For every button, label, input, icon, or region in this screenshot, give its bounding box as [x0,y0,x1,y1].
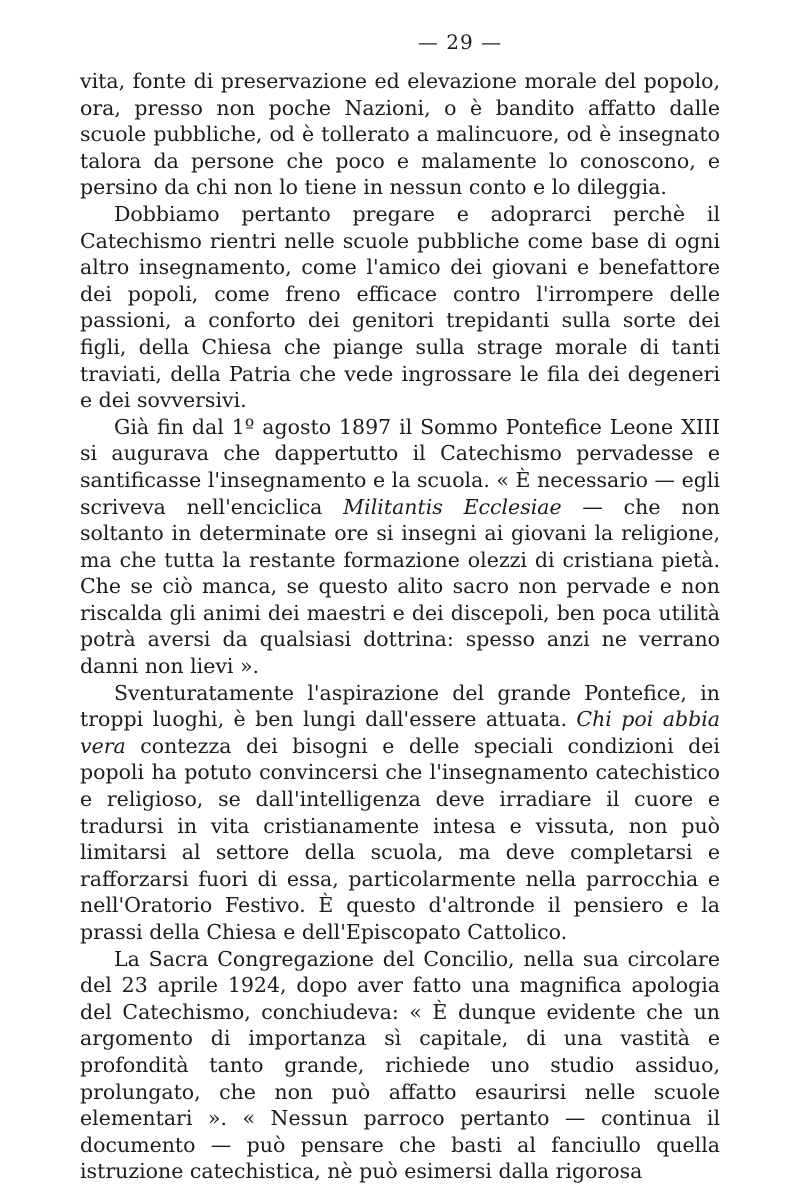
paragraph-4-emphasis: Chi poi abbia vera [80,707,720,758]
paragraph-2-text: Dobbiamo pertanto pregare e adoprarci perchè il Catechismo rientri nelle scuole pubbliche come base di ogni altro insegnamento, come l'amico dei giovani e benefattore dei popoli, come freno efficace contro l'irrompere delle passioni, a conforto dei genitori trepidanti sulla sorte dei figli, della Chiesa che piange sulla strage morale di tanti traviati, della Patria che vede ingrossare le fila dei degeneri e dei sovversivi. [80,201,720,413]
paragraph-4 [80,680,720,946]
encyclical-title: Militantis Ecclesiae [343,494,562,519]
paragraph-4-text-before: Sventuratamente l'aspirazione del grande Pontefice, in troppi luoghi, è ben lungi dall'essere attuata. [80,680,720,732]
paragraph-4-text-after: contezza dei bisogni e delle speciali condizioni dei popoli ha potuto convincersi che l'insegnamento catechistico e religioso, se dall'intelligenza deve irradiare il cuore e tradursi in vita cristianamente intesa e vissuta, non può limitarsi al settore della scuola, ma deve completarsi e rafforzarsi fuori di essa, particolarmente nella parrocchia e nell'Oratorio Festivo. È questo d'altronde il pensiero e la prassi della Chiesa e dell'Episcopato Cattolico. [80,733,720,944]
paragraph-3 [80,414,720,680]
page-number: — 29 — [417,30,503,54]
paragraph-3-text-after: — che non soltanto in determinate ore si insegni ai giovani la religione, ma che tutta la restante formazione olezzi di cristiana pietà. Che se ciò manca, se questo alito sacro non pervade e non riscalda gli animi dei maestri e dei discepoli, ben poca utilità potrà aversi da qualsiasi dottrina: spesso anzi ne verrano danni non lievi ». [80,494,720,679]
paragraph-2 [80,201,720,414]
paragraph-3-text-before: Già fin dal 1º agosto 1897 il Sommo Pontefice Leone XIII si augurava che dappertutto il Catechismo pervadesse e santificasse l'insegnamento e la scuola. « È necessario — egli scriveva nell'enciclica [80,414,720,519]
document-page [80,30,720,1185]
paragraph-1-text: vita, fonte di preservazione ed elevazione morale del popolo, ora, presso non poche Nazioni, o è bandito affatto dalle scuole pubbliche, od è tollerato a malincuore, od è insegnato talora da persone che poco e malamente lo conoscono, e persino da chi non lo tiene in nessun conto e lo dileggia. [80,69,720,200]
paragraph-5 [80,946,720,1185]
paragraph-1 [80,68,720,201]
paragraph-5-text: La Sacra Congregazione del Concilio, nella sua circolare del 23 aprile 1924, dopo aver fatto una magnifica apologia del Catechismo, conchiudeva: « È dunque evidente che un argomento di importanza sì capitale, di una vastità e profondità tanto grande, richiede uno studio assiduo, prolungato, che non può affatto esaurirsi nelle scuole elementari ». « Nessun parroco pertanto — continua il documento — può pensare che basti al fanciullo quella istruzione catechistica, nè può esimersi dalla rigorosa [80,946,720,1184]
